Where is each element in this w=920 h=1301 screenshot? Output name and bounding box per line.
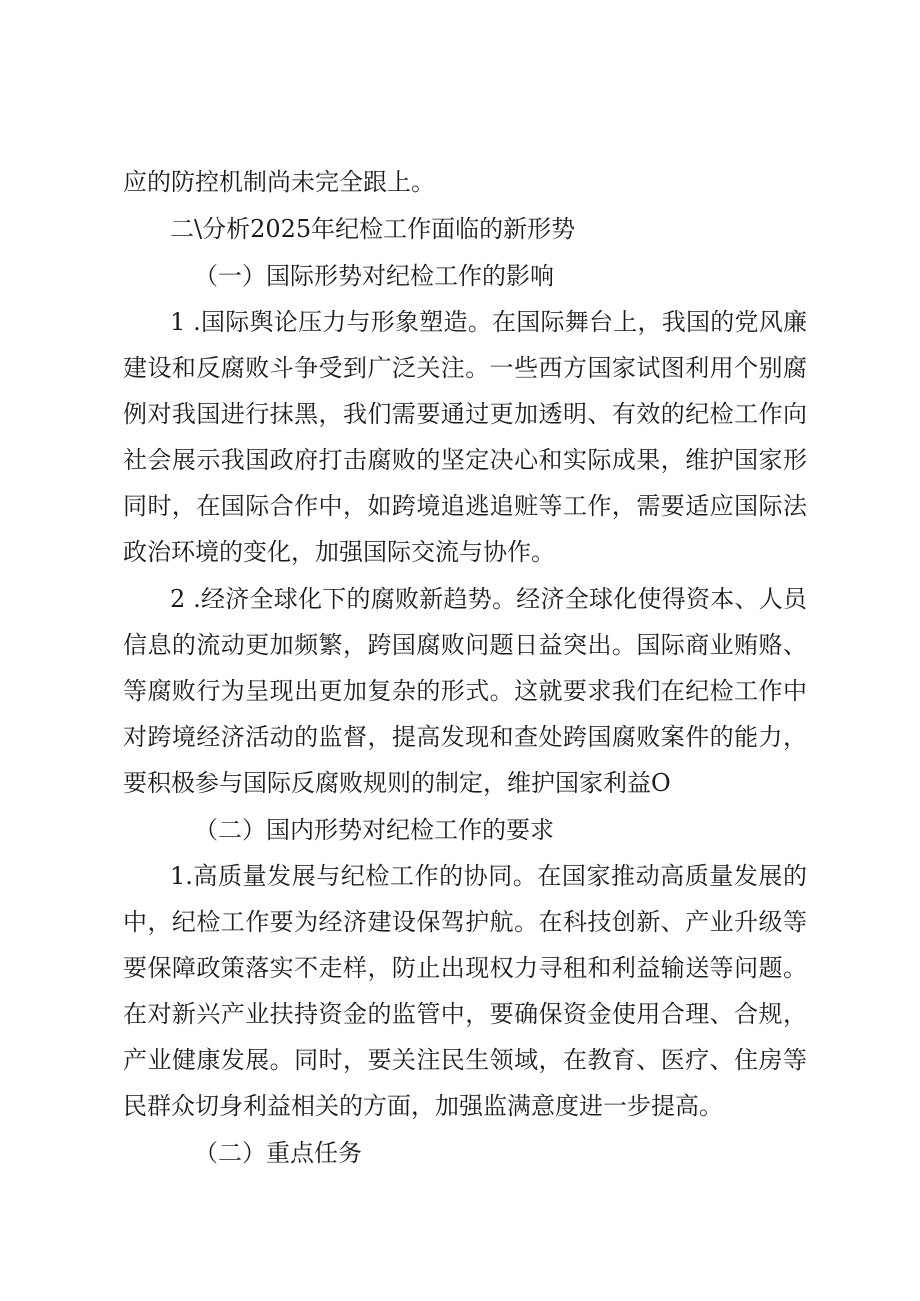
paragraph-continuation: 应的防控机制尚未完全跟上。 [123,168,435,196]
paragraph-line: 民群众切身利益相关的方面，加强监满意度进一步提高。 [123,1092,723,1120]
paragraph-line: 在对新兴产业扶持资金的监管中，要确保资金使用合理、合规， [123,1000,807,1028]
paragraph-line: 同时，在国际合作中，如跨境追逃追赃等工作，需要适应国际法 [123,492,807,520]
paragraph-line: 中，纪检工作要为经济建设保驾护航。在科技创新、产业升级等 [123,908,807,936]
paragraph-line: 信息的流动更加频繁，跨国腐败问题日益突出。国际商业贿赂、 [123,631,807,659]
paragraph-line: 等腐败行为呈现出更加复杂的形式。这就要求我们在纪检工作中 [123,677,807,705]
paragraph-line: 1 .国际舆论压力与形象塑造。在国际舞台上，我国的党风廉 [170,308,807,336]
paragraph-line: 要积极参与国际反腐败规则的制定，维护国家利益O [123,769,671,797]
subsection-heading: （一）国际形势对纪检工作的影响 [194,262,554,290]
paragraph-line: 建设和反腐败斗争受到广泛关注。一些西方国家试图利用个别腐 [123,354,807,382]
paragraph-line: 社会展示我国政府打击腐败的坚定决心和实际成果，维护国家形 [123,446,807,474]
section-heading: 二\分析2025年纪检工作面临的新形势 [170,215,576,243]
subsection-heading: （二）重点任务 [194,1139,362,1167]
paragraph-line: 1.高质量发展与纪检工作的协同。在国家推动高质量发展的 [170,862,807,890]
paragraph-line: 例对我国进行抹黑，我们需要通过更加透明、有效的纪检工作向 [123,400,807,428]
subsection-heading: （二）国内形势对纪检工作的要求 [194,816,554,844]
paragraph-line: 要保障政策落实不走样，防止出现权力寻租和利益输送等问题。 [123,954,807,982]
paragraph-line: 政治环境的变化，加强国际交流与协作。 [123,538,555,566]
paragraph-line: 产业健康发展。同时，要关注民生领域，在教育、医疗、住房等 [123,1046,807,1074]
paragraph-line: 对跨境经济活动的监督，提高发现和查处跨国腐败案件的能力， [123,723,807,751]
paragraph-line: 2 .经济全球化下的腐败新趋势。经济全球化使得资本、人员 [170,585,807,613]
